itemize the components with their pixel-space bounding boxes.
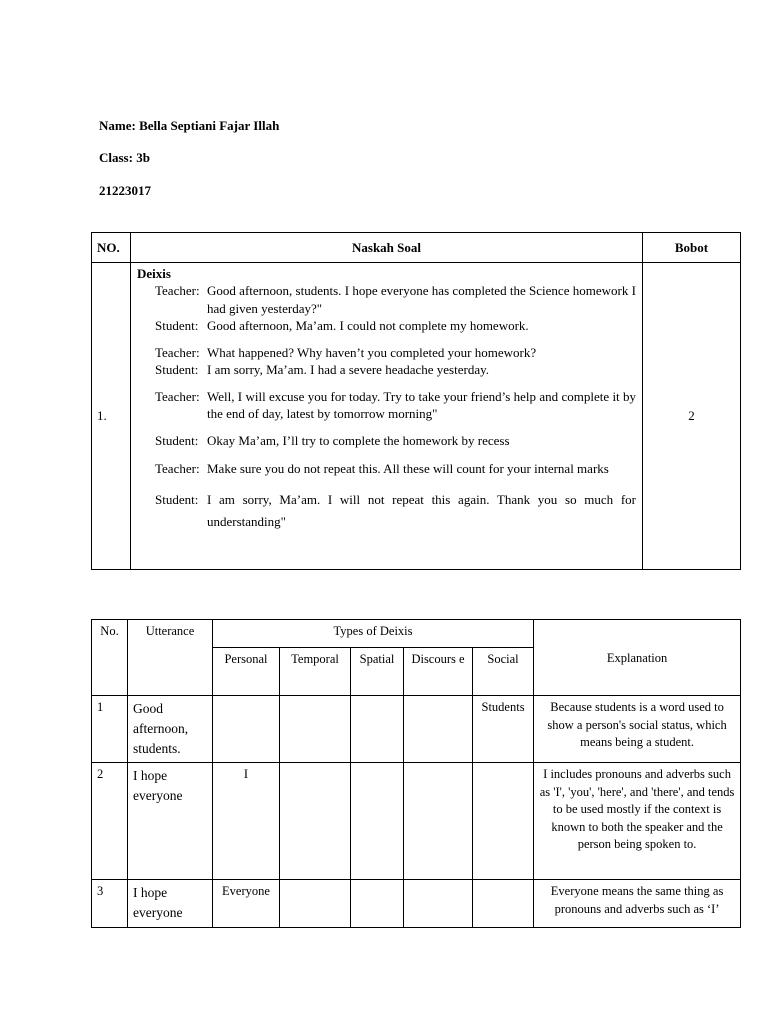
cell-discourse	[404, 763, 473, 880]
question-row	[92, 263, 741, 570]
cell-no: 1	[92, 696, 128, 763]
cell-temporal	[280, 696, 351, 763]
header-explanation: Explanation	[534, 620, 741, 696]
deixis-analysis-table	[91, 619, 741, 928]
cell-personal: I	[213, 763, 280, 880]
student-class: Class: 3b	[99, 150, 150, 165]
cell-utterance: Good afternoon, students.	[128, 696, 213, 763]
dialogue-text: Good afternoon, Ma’am. I could not complete my homework.	[207, 318, 529, 333]
header-utterance: Utterance	[128, 620, 213, 696]
dialogue-speaker: Teacher:	[155, 283, 200, 298]
cell-social	[473, 763, 534, 880]
dialogue-speaker: Student:	[155, 432, 199, 448]
dialogue-text: Good afternoon, students. I hope everyone has completed the Science homework I had given yesterday?"	[207, 283, 636, 316]
header-script: Naskah Soal	[131, 233, 643, 263]
question-title: Deixis	[137, 266, 171, 281]
dialogue-speaker: Teacher:	[155, 388, 200, 404]
dialogue-text: Make sure you do not repeat this. All these will count for your internal marks	[207, 461, 609, 476]
dialogue-line	[137, 317, 636, 335]
header-no: NO.	[92, 233, 131, 263]
dialogue-text: Well, I will excuse you for today. Try to take your friend’s help and complete it by the end of day, latest by tomorrow morning"	[207, 388, 636, 421]
student-name: Name: Bella Septiani Fajar Illah	[99, 118, 280, 133]
cell-utterance: I hope everyone	[128, 880, 213, 928]
question-table-header	[92, 233, 741, 263]
dialogue-text: What happened? Why haven’t you completed your homework?	[207, 344, 537, 360]
cell-social: Students	[473, 696, 534, 763]
cell-spatial	[351, 763, 404, 880]
dialogue-speaker: Teacher:	[155, 344, 200, 360]
question-table	[91, 232, 741, 570]
dialogue-text: I am sorry, Ma’am. I will not repeat this again. Thank you so much for understanding"	[207, 491, 636, 529]
table-row	[92, 696, 741, 763]
dialogue-line	[137, 282, 636, 317]
dialogue-speaker: Teacher:	[155, 461, 200, 476]
cell-temporal	[280, 763, 351, 880]
cell-social	[473, 880, 534, 928]
header-social: Social	[473, 648, 534, 696]
header-spatial: Spatial	[351, 648, 404, 696]
cell-discourse	[404, 696, 473, 763]
header-discourse: Discours e	[404, 648, 473, 696]
cell-discourse	[404, 880, 473, 928]
student-id: 21223017	[99, 183, 151, 198]
dialogue-line	[137, 489, 636, 533]
question-content	[131, 263, 643, 570]
header-weight: Bobot	[643, 233, 741, 263]
question-number: 1.	[92, 263, 131, 570]
analysis-header-row-1	[92, 620, 741, 648]
cell-temporal	[280, 880, 351, 928]
header-temporal: Temporal	[280, 648, 351, 696]
cell-utterance: I hope everyone	[128, 763, 213, 880]
dialogue-speaker: Student:	[155, 491, 199, 507]
table-row	[92, 763, 741, 880]
dialogue-line	[137, 344, 636, 362]
dialogue-text: I am sorry, Ma’am. I had a severe headache yesterday.	[207, 362, 490, 377]
dialogue-text: Okay Ma’am, I’ll try to complete the homework by recess	[207, 432, 510, 448]
cell-personal	[213, 696, 280, 763]
dialogue-speaker: Student:	[155, 362, 199, 377]
header-no: No.	[92, 620, 128, 696]
cell-no: 3	[92, 880, 128, 928]
question-weight: 2	[643, 263, 741, 570]
table-row	[92, 880, 741, 928]
dialogue-speaker: Student:	[155, 318, 199, 333]
dialogue-line	[137, 361, 636, 379]
cell-personal: Everyone	[213, 880, 280, 928]
cell-no: 2	[92, 763, 128, 880]
dialogue-line	[137, 388, 636, 423]
header-personal: Personal	[213, 648, 280, 696]
header-types-of-deixis: Types of Deixis	[213, 620, 534, 648]
cell-explanation: Because students is a word used to show a person's social status, which means being a student.	[534, 696, 741, 763]
dialogue-line	[137, 460, 636, 478]
cell-explanation: Everyone means the same thing as pronouns and adverbs such as ‘I’	[534, 880, 741, 928]
cell-spatial	[351, 880, 404, 928]
cell-spatial	[351, 696, 404, 763]
dialogue-line	[137, 432, 636, 450]
cell-explanation: I includes pronouns and adverbs such as 'I', 'you', 'here', and 'there', and tends to be used mostly if the context is known to both the speaker and the person being spoken to.	[534, 763, 741, 880]
